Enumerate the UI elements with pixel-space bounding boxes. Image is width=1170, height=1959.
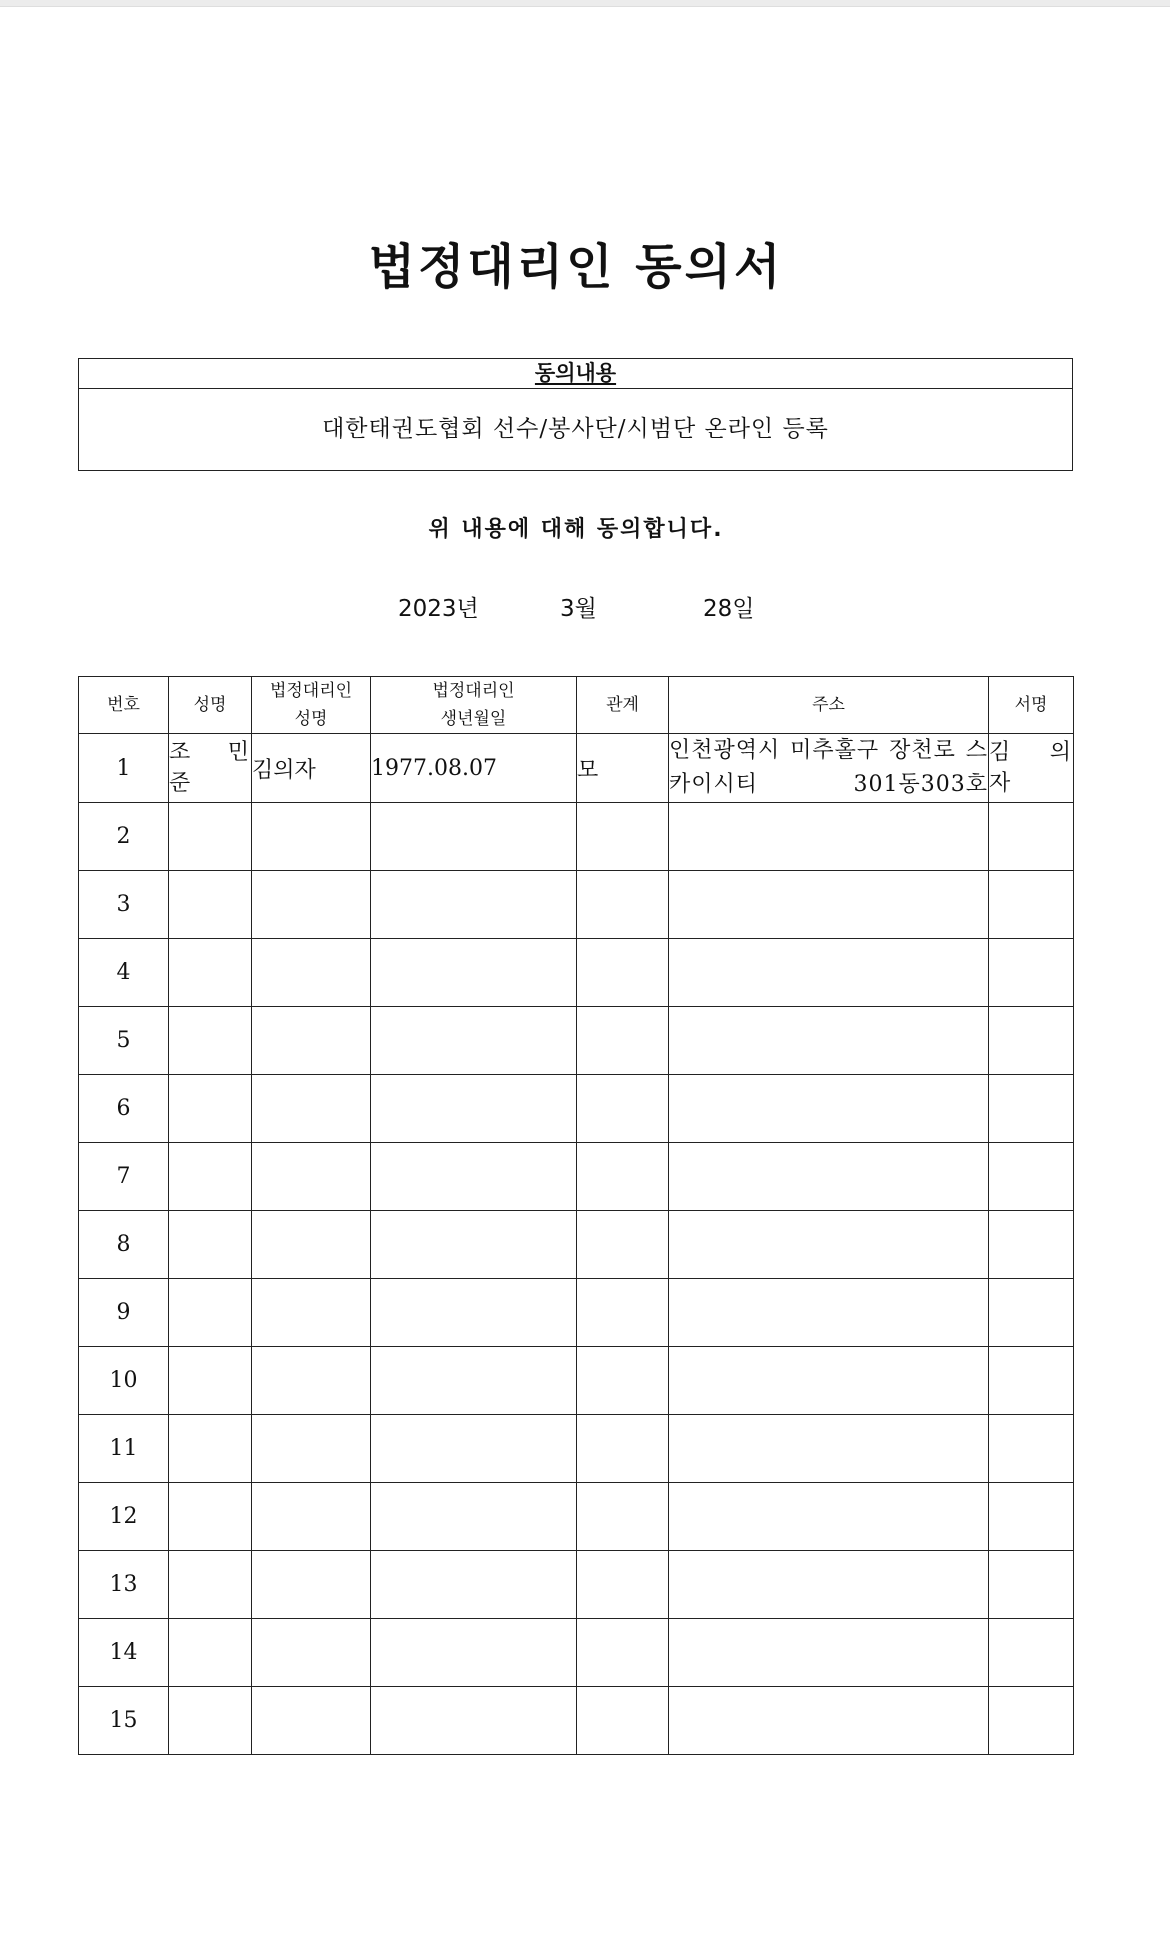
- cell-address: [669, 803, 989, 871]
- table-row: [79, 734, 1074, 803]
- cell-address: [669, 939, 989, 1007]
- cell-relation: [577, 1347, 669, 1415]
- header-guardian-name: [252, 677, 371, 734]
- cell-no: 13: [79, 1551, 169, 1619]
- cell-name: [169, 1075, 252, 1143]
- cell-no: 10: [79, 1347, 169, 1415]
- cell-address: [669, 1347, 989, 1415]
- table-row: [79, 1687, 1074, 1755]
- cell-address: [669, 1415, 989, 1483]
- table-row: [79, 1075, 1074, 1143]
- table-row: [79, 803, 1074, 871]
- cell-signature: 김 의 자: [989, 734, 1074, 803]
- cell-relation: [577, 1075, 669, 1143]
- cell-no: 12: [79, 1483, 169, 1551]
- cell-guardian-birth: 1977.08.07: [371, 734, 577, 803]
- header-guardian-name-line1: 법정대리인: [269, 681, 353, 701]
- cell-guardian-name: [252, 1211, 371, 1279]
- table-row: [79, 1415, 1074, 1483]
- cell-signature: [989, 1347, 1074, 1415]
- cell-no: 7: [79, 1143, 169, 1211]
- cell-signature: [989, 1415, 1074, 1483]
- cell-name: [169, 1143, 252, 1211]
- header-guardian-birth: [371, 677, 577, 734]
- date-day: 28일: [703, 596, 755, 622]
- cell-relation: [577, 1211, 669, 1279]
- cell-name: [169, 939, 252, 1007]
- cell-no: 2: [79, 803, 169, 871]
- cell-address: [669, 1143, 989, 1211]
- date-year: 2023년: [398, 596, 479, 622]
- table-row: [79, 1279, 1074, 1347]
- cell-name: [169, 1687, 252, 1755]
- cell-signature: [989, 803, 1074, 871]
- cell-guardian-name: [252, 1075, 371, 1143]
- cell-guardian-birth: [371, 1007, 577, 1075]
- cell-guardian-name: 김의자: [252, 734, 371, 803]
- header-guardian-birth-line1: 법정대리인: [432, 681, 515, 701]
- cell-address: [669, 1687, 989, 1755]
- cell-address: [669, 1211, 989, 1279]
- table-row: [79, 1619, 1074, 1687]
- table-row: [79, 1551, 1074, 1619]
- cell-guardian-birth: [371, 1143, 577, 1211]
- cell-no: 9: [79, 1279, 169, 1347]
- cell-relation: [577, 1007, 669, 1075]
- cell-relation: [577, 803, 669, 871]
- cell-guardian-birth: [371, 1211, 577, 1279]
- cell-guardian-name: [252, 871, 371, 939]
- cell-no: 8: [79, 1211, 169, 1279]
- date-month: 3월: [560, 596, 597, 622]
- cell-name: [169, 803, 252, 871]
- cell-guardian-name: [252, 1687, 371, 1755]
- cell-guardian-birth: [371, 939, 577, 1007]
- consent-box: [78, 358, 1073, 471]
- cell-signature: [989, 939, 1074, 1007]
- cell-guardian-birth: [371, 1551, 577, 1619]
- cell-address: 인천광역시 미추홀구 장천로 스카이시티 301동303호: [669, 734, 989, 803]
- cell-address: [669, 871, 989, 939]
- cell-address: [669, 1551, 989, 1619]
- table-row: [79, 1347, 1074, 1415]
- cell-guardian-name: [252, 939, 371, 1007]
- table-header-row: [79, 677, 1074, 734]
- cell-signature: [989, 1211, 1074, 1279]
- header-relation: 관계: [577, 677, 669, 734]
- cell-no: 15: [79, 1687, 169, 1755]
- header-name: 성명: [169, 677, 252, 734]
- top-rule: [0, 0, 1170, 7]
- cell-relation: [577, 1687, 669, 1755]
- cell-relation: [577, 939, 669, 1007]
- table-row: [79, 871, 1074, 939]
- cell-signature: [989, 1619, 1074, 1687]
- cell-guardian-birth: [371, 1279, 577, 1347]
- cell-guardian-name: [252, 803, 371, 871]
- header-signature: 서명: [989, 677, 1074, 734]
- cell-guardian-name: [252, 1007, 371, 1075]
- cell-guardian-name: [252, 1279, 371, 1347]
- cell-name: [169, 1007, 252, 1075]
- cell-address: [669, 1075, 989, 1143]
- cell-relation: [577, 1143, 669, 1211]
- cell-address: [669, 1279, 989, 1347]
- cell-relation: [577, 871, 669, 939]
- cell-no: 11: [79, 1415, 169, 1483]
- cell-relation: 모: [577, 734, 669, 803]
- cell-guardian-name: [252, 1483, 371, 1551]
- header-guardian-name-line2: 성명: [294, 709, 328, 729]
- cell-no: 6: [79, 1075, 169, 1143]
- table-row: [79, 1211, 1074, 1279]
- cell-guardian-name: [252, 1415, 371, 1483]
- consent-header: 동의내용: [79, 359, 1072, 389]
- cell-relation: [577, 1619, 669, 1687]
- cell-no: 1: [79, 734, 169, 803]
- table-row: [79, 1483, 1074, 1551]
- header-guardian-birth-line2: 생년월일: [440, 709, 507, 729]
- cell-signature: [989, 1279, 1074, 1347]
- cell-name: [169, 1619, 252, 1687]
- cell-guardian-birth: [371, 1619, 577, 1687]
- cell-signature: [989, 1075, 1074, 1143]
- cell-guardian-name: [252, 1619, 371, 1687]
- cell-relation: [577, 1483, 669, 1551]
- cell-name: [169, 1279, 252, 1347]
- cell-no: 5: [79, 1007, 169, 1075]
- cell-address: [669, 1483, 989, 1551]
- cell-signature: [989, 1551, 1074, 1619]
- cell-name: [169, 1347, 252, 1415]
- cell-no: 3: [79, 871, 169, 939]
- cell-name: [169, 1415, 252, 1483]
- cell-signature: [989, 1687, 1074, 1755]
- cell-address: [669, 1619, 989, 1687]
- table-row: [79, 1007, 1074, 1075]
- cell-name: [169, 1211, 252, 1279]
- cell-guardian-birth: [371, 1415, 577, 1483]
- cell-name: [169, 871, 252, 939]
- agree-statement: 위 내용에 대해 동의합니다.: [428, 517, 724, 542]
- cell-relation: [577, 1551, 669, 1619]
- cell-name: 조 민 준: [169, 734, 252, 803]
- cell-guardian-birth: [371, 1347, 577, 1415]
- cell-address: [669, 1007, 989, 1075]
- cell-name: [169, 1551, 252, 1619]
- cell-guardian-birth: [371, 1483, 577, 1551]
- cell-guardian-name: [252, 1143, 371, 1211]
- cell-no: 14: [79, 1619, 169, 1687]
- cell-signature: [989, 1007, 1074, 1075]
- cell-guardian-birth: [371, 803, 577, 871]
- cell-guardian-name: [252, 1347, 371, 1415]
- cell-guardian-birth: [371, 1687, 577, 1755]
- cell-guardian-name: [252, 1551, 371, 1619]
- cell-guardian-birth: [371, 1075, 577, 1143]
- guardian-table: [78, 676, 1074, 1755]
- cell-no: 4: [79, 939, 169, 1007]
- document-title: 법정대리인 동의서: [368, 239, 784, 295]
- table-row: [79, 1143, 1074, 1211]
- cell-signature: [989, 871, 1074, 939]
- cell-signature: [989, 1143, 1074, 1211]
- cell-guardian-birth: [371, 871, 577, 939]
- table-row: [79, 939, 1074, 1007]
- cell-signature: [989, 1483, 1074, 1551]
- header-address: 주소: [669, 677, 989, 734]
- cell-relation: [577, 1415, 669, 1483]
- cell-relation: [577, 1279, 669, 1347]
- header-no: 번호: [79, 677, 169, 734]
- consent-body: 대한태권도협회 선수/봉사단/시범단 온라인 등록: [322, 416, 829, 442]
- cell-name: [169, 1483, 252, 1551]
